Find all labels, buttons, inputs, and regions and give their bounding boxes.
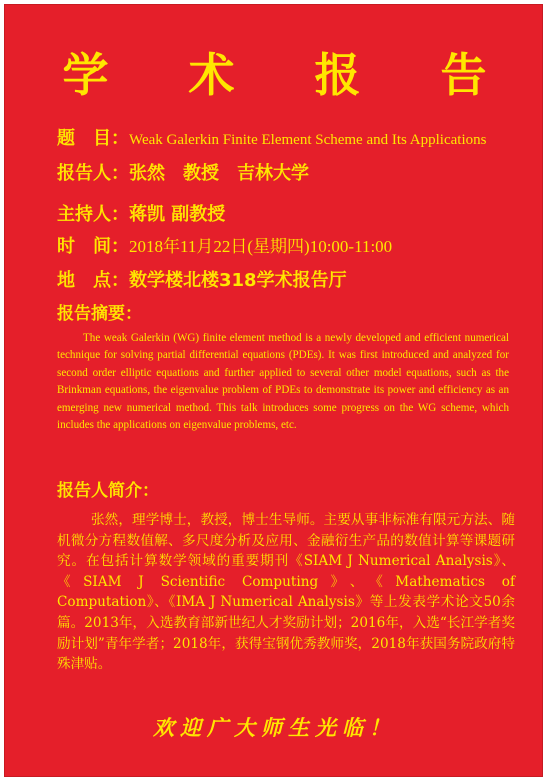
speaker-value: 张然 教授 吉林大学 [129, 163, 309, 184]
venue-label: 地 点： [57, 270, 129, 291]
time-label: 时 间： [57, 236, 129, 257]
venue-value: 数学楼北楼318学术报告厅 [129, 270, 347, 291]
poster [4, 4, 543, 777]
time-row [57, 235, 392, 259]
poster-title: 学 术 报 告 [62, 48, 519, 102]
host-label: 主持人： [57, 204, 129, 225]
bio-heading: 报告人简介： [57, 481, 159, 501]
topic-value: Weak Galerkin Finite Element Scheme and Its Applications [129, 132, 487, 148]
speaker-row [57, 162, 309, 186]
time-value: 2018年11月22日(星期四)10:00-11:00 [129, 237, 393, 256]
venue-row [57, 269, 347, 293]
host-row [57, 203, 225, 227]
abstract-heading: 报告摘要： [57, 304, 142, 324]
topic-row [57, 127, 486, 152]
speaker-label: 报告人： [57, 163, 129, 184]
abstract-text: The weak Galerkin (WG) finite element method is a newly developed and efficient numerical technique for solving partial differential equations (PDEs). It was first introduced and analyzed for second order elliptic equations and further applied to several other model equations, such as the Brinkman equations, the eigenvalue problem of PDEs to demonstrate its power and efficiency as an emerging new numerical method. This talk introduces some progress on the WG scheme, which includes the applications on eigenvalue problems, etc. [57, 332, 509, 432]
topic-label: 题 目： [57, 128, 129, 149]
host-value: 蒋凯 副教授 [129, 204, 226, 225]
bio-text: 张然，理学博士，教授，博士生导师。主要从事非标准有限元方法、随机微分方程数值解、多尺度分析及应用、金融衍生产品的数值计算等课题研究。在包括计算数学领域的重要期刊《SIAM J Numerical Analysis》、《SIAM J Scientific Computing》、《Mathematics of Computation》、《IMA J Numerical Analysis》等上发表学术论文50余篇。2013年，入选教育部新世纪人才奖励计划；2016年，入选“长江学者奖励计划”青年学者；2018年，获得宝钢优秀教师奖，2018年获国务院政府特殊津贴。 [57, 512, 515, 673]
welcome-text: 欢迎广大师生光临！ [153, 715, 396, 740]
